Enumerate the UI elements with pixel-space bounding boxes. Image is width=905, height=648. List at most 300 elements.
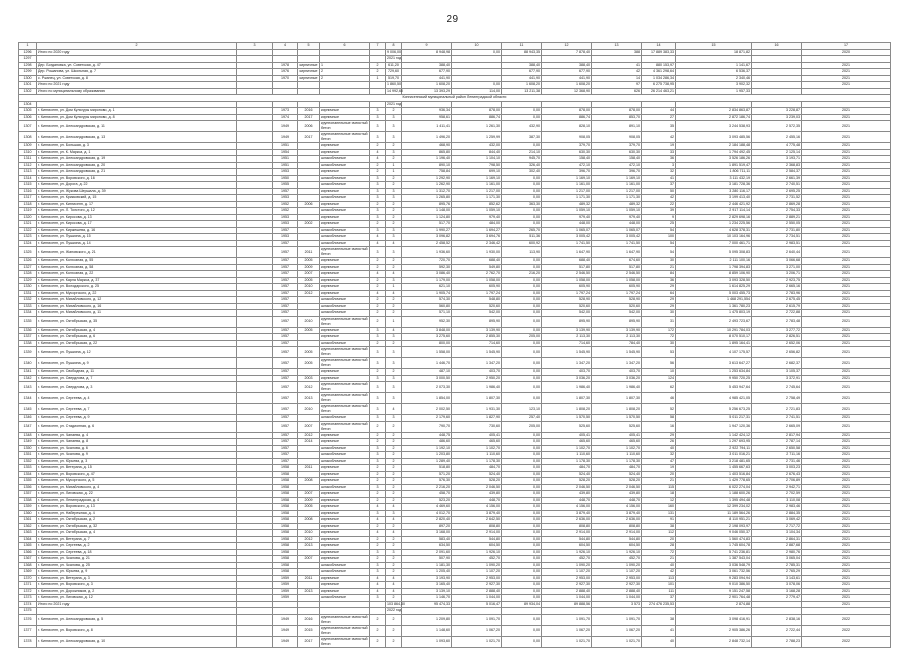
table-cell: г. Кингисепп, ул. Воровского, д. 47 bbox=[37, 471, 237, 478]
table-cell: 448,70 bbox=[592, 497, 642, 504]
table-cell: 5 095 308,83 bbox=[676, 247, 752, 258]
table-cell: 36 bbox=[642, 277, 676, 284]
table-cell: 13 211,38 bbox=[502, 88, 542, 95]
table-cell: 0,00 bbox=[502, 510, 542, 517]
table-cell: 2 636,00 bbox=[542, 517, 592, 524]
table-cell: 2021 bbox=[802, 347, 891, 358]
table-cell: 12 399 234,02 bbox=[676, 504, 752, 511]
table-cell: 2 bbox=[386, 421, 402, 432]
table-cell: 758,84 bbox=[402, 169, 452, 176]
table-cell: 5 011 217,31 bbox=[676, 415, 752, 422]
table-cell: 1957 bbox=[273, 316, 298, 327]
table-cell: 0,00 bbox=[502, 588, 542, 595]
table-cell: 3 bbox=[386, 132, 402, 143]
table-cell: 1 745 604,78 bbox=[676, 543, 752, 550]
table-cell: кирпичные bbox=[320, 277, 370, 284]
table-cell: 3 065,04 bbox=[752, 556, 802, 563]
table-cell: 2 bbox=[386, 208, 402, 215]
table-cell: кирпичные bbox=[320, 188, 370, 195]
table-cell: 1 058,00 bbox=[542, 277, 592, 284]
table-cell: 3 bbox=[370, 445, 386, 452]
table-cell: 2007 bbox=[298, 491, 320, 498]
table-cell: 1 496,20 bbox=[402, 132, 452, 143]
table-cell: 886,74 bbox=[542, 114, 592, 121]
table-cell: 1 179,00 bbox=[402, 277, 452, 284]
table-cell: 2 bbox=[320, 75, 370, 82]
table-cell: 3 168,00 bbox=[402, 530, 452, 537]
table-cell: 257,40 bbox=[502, 415, 542, 422]
table-cell: г. Кингисепп, ул. Володарского, д. 25 bbox=[37, 284, 237, 291]
table-cell: 604,50 bbox=[542, 543, 592, 550]
table-cell: 1 694,27 bbox=[452, 227, 502, 234]
table-cell: 3 bbox=[386, 393, 402, 404]
table-cell: 2 695,25 bbox=[752, 188, 802, 195]
table-cell: 2 983,46 bbox=[752, 504, 802, 511]
table-cell: 2017 bbox=[298, 114, 320, 121]
table-cell: 952,30 bbox=[402, 316, 452, 327]
table-cell: 2014 bbox=[298, 439, 320, 446]
table-cell: 101 bbox=[642, 582, 676, 589]
table-cell: 2005 bbox=[298, 277, 320, 284]
table-cell: 4 bbox=[386, 327, 402, 334]
table-cell: 54 bbox=[642, 240, 676, 247]
table-cell: 1 570,50 bbox=[542, 415, 592, 422]
table-cell: 2016 bbox=[298, 614, 320, 625]
table-cell: 2008 bbox=[298, 517, 320, 524]
table-cell: 1 455 667,63 bbox=[676, 465, 752, 472]
table-cell: 3 bbox=[386, 114, 402, 121]
table-cell: 2010 bbox=[298, 284, 320, 291]
table-cell: 1 860,50 bbox=[387, 82, 401, 86]
table-cell: 1 169,10 bbox=[452, 175, 502, 182]
table-cell: кирпичные bbox=[320, 149, 370, 156]
table-cell: 2 bbox=[370, 432, 386, 439]
column-number-cell: 2 bbox=[37, 43, 237, 50]
table-cell: 524,40 bbox=[452, 471, 502, 478]
table-cell: 10 bbox=[642, 369, 676, 376]
table-cell: крупнопанельные ячеистый бетон bbox=[320, 421, 370, 432]
table-cell: 2 125,14 bbox=[752, 149, 802, 156]
table-cell: 18 871,82 bbox=[676, 49, 752, 56]
table-cell: шлакоблочные bbox=[320, 240, 370, 247]
table-cell: шлакоблочные bbox=[320, 175, 370, 182]
table-cell: 1957 bbox=[273, 382, 298, 393]
table-cell: 4 bbox=[386, 517, 402, 524]
table-cell: 1 091,70 bbox=[592, 614, 642, 625]
table-cell: 2 bbox=[370, 369, 386, 376]
table-cell: 2021 bbox=[802, 240, 891, 247]
table-cell: кирпичные bbox=[320, 432, 370, 439]
table-cell: 2 198 093,97 bbox=[676, 523, 752, 530]
table-cell: г. Кингисепп, ул. Ленинградская, д. 4 bbox=[37, 497, 237, 504]
table-cell: 42 bbox=[642, 132, 676, 143]
table-cell: 124 bbox=[642, 375, 676, 382]
table-cell: 714,60 bbox=[452, 340, 502, 347]
table-cell: крупнопанельные ячеистый бетон bbox=[320, 404, 370, 415]
table-cell: 808,80 bbox=[542, 523, 592, 530]
table-cell: 1 178,30 bbox=[592, 458, 642, 465]
table-cell: кирпичные bbox=[320, 439, 370, 446]
table-cell: 2021 bbox=[802, 175, 891, 182]
table-cell: 0,00 bbox=[452, 49, 502, 56]
table-cell: 1 161,00 bbox=[592, 182, 642, 189]
table-cell: 1 986,40 bbox=[542, 382, 592, 393]
table-cell: 0,00 bbox=[502, 221, 542, 228]
table-cell: 2 914,00 bbox=[592, 530, 642, 537]
table-cell: г. Кингисепп, ул. Свободная, д. 11 bbox=[37, 369, 237, 376]
table-cell: 828,10 bbox=[542, 121, 592, 132]
table-cell: шлакоблочные bbox=[320, 156, 370, 163]
table-cell: 4 bbox=[370, 271, 386, 278]
table-cell: 441,90 bbox=[502, 75, 542, 82]
table-cell: 0,00 bbox=[502, 316, 542, 327]
table-cell: 2 bbox=[370, 62, 386, 69]
table-cell: Итого по муниципальному образованию bbox=[37, 88, 237, 95]
table-cell: 2 bbox=[370, 556, 386, 563]
table-cell: 0,00 bbox=[502, 452, 542, 459]
table-cell: 205,00 bbox=[502, 334, 542, 341]
table-cell: 1371 bbox=[19, 582, 37, 589]
table-cell: 21 bbox=[642, 556, 676, 563]
table-cell: г. Кингисепп, ул. К. Маркса, д. 1 bbox=[37, 149, 237, 156]
table-cell: 1 926,10 bbox=[592, 549, 642, 556]
table-cell: 3 193,90 bbox=[402, 575, 452, 582]
page-number: 29 bbox=[446, 14, 459, 25]
table-cell: 2 884,35 bbox=[752, 510, 802, 517]
table-cell: 0,00 bbox=[502, 258, 542, 265]
table-cell: 2 820,40 bbox=[402, 517, 452, 524]
table-cell: 40 bbox=[642, 562, 676, 569]
table-cell: шлакоблочные bbox=[320, 234, 370, 241]
table-cell: с. Ржанец, ул. Советская, д. 8 bbox=[37, 75, 237, 82]
table-cell: 2 bbox=[386, 536, 402, 543]
table-cell: кирпичные bbox=[320, 536, 370, 543]
table-cell: 2 bbox=[386, 523, 402, 530]
table-cell: 1 059,10 bbox=[542, 208, 592, 215]
table-cell: 432,00 bbox=[452, 143, 502, 150]
table-cell: 3 093 328,50 bbox=[676, 277, 752, 284]
table-cell: 3 199 413,40 bbox=[676, 195, 752, 202]
table-cell: 489,32 bbox=[592, 201, 642, 208]
table-cell: 2022 bbox=[802, 614, 891, 625]
table-cell: 1952 bbox=[273, 208, 298, 215]
table-cell: 2 788,23 bbox=[752, 636, 802, 647]
table-cell: 1951 bbox=[273, 143, 298, 150]
table-cell: 2021 bbox=[802, 491, 891, 498]
table-cell: 5 016,47 bbox=[452, 601, 502, 608]
table-cell: 677,90 bbox=[502, 69, 542, 76]
register-table bbox=[18, 42, 891, 648]
table-cell: 0,00 bbox=[502, 484, 542, 491]
table-cell: 600,92 bbox=[502, 240, 542, 247]
table-cell: 26 214 463,21 bbox=[642, 88, 676, 95]
table-cell: 448,70 bbox=[452, 497, 502, 504]
table-cell: 1350 bbox=[19, 445, 37, 452]
table-cell: 2021 bbox=[802, 62, 891, 69]
column-number-cell: 9 bbox=[402, 43, 452, 50]
table-cell: 2021 bbox=[802, 601, 891, 608]
table-cell: 32 bbox=[642, 452, 676, 459]
table-cell: 2 bbox=[386, 562, 402, 569]
table-cell: 3 bbox=[370, 208, 386, 215]
table-cell: 2003 bbox=[298, 375, 320, 382]
table-cell: 3 244 538,93 bbox=[676, 121, 752, 132]
table-cell: 2 550,05 bbox=[752, 221, 802, 228]
table-cell: 2010 bbox=[298, 530, 320, 537]
table-cell: 2 889,21 bbox=[752, 214, 802, 221]
table-cell: 9 950 720,25 bbox=[676, 375, 752, 382]
table-cell bbox=[237, 636, 273, 647]
table-cell: кирпичные bbox=[320, 271, 370, 278]
table-cell: 3 bbox=[386, 358, 402, 369]
table-cell: 2 745,64 bbox=[752, 382, 802, 393]
table-cell: 2 783,48 bbox=[752, 316, 802, 327]
table-cell: 2021 bbox=[802, 75, 891, 82]
table-cell: крупнопанельные ячеистый бетон bbox=[320, 393, 370, 404]
table-cell: 1 178,30 bbox=[542, 458, 592, 465]
table-cell: 1354 bbox=[19, 471, 37, 478]
table-cell: 1296 bbox=[19, 49, 37, 56]
table-cell: 1 217,00 bbox=[452, 188, 502, 195]
table-cell: 0,00 bbox=[502, 543, 542, 550]
table-cell: 730,60 bbox=[452, 421, 502, 432]
table-cell: г. Кингисепп, ул. Чапаева, д. 8 bbox=[37, 439, 237, 446]
table-cell: 0,00 bbox=[502, 549, 542, 556]
table-cell: 1327 bbox=[19, 264, 37, 271]
table-cell: 3 206,71 bbox=[752, 271, 802, 278]
table-cell: 2 bbox=[370, 523, 386, 530]
table-cell: 115 bbox=[642, 484, 676, 491]
table-cell: 113,90 bbox=[502, 247, 542, 258]
table-row bbox=[19, 393, 891, 404]
table-cell: 2021 bbox=[802, 504, 891, 511]
table-cell: 1957 bbox=[273, 432, 298, 439]
table-cell: 3 096,82 bbox=[402, 234, 452, 241]
table-cell: 2 346,42 bbox=[452, 240, 502, 247]
table-cell: 1 468 291,554 bbox=[676, 297, 752, 304]
table-cell: 1957 bbox=[273, 404, 298, 415]
table-cell: 2 bbox=[370, 258, 386, 265]
table-cell: 1 647,90 bbox=[592, 247, 642, 258]
table-cell: 517,80 bbox=[592, 264, 642, 271]
table-cell: 3 bbox=[370, 510, 386, 517]
table-cell: 2021 bbox=[802, 569, 891, 576]
table-cell: 2008 bbox=[298, 478, 320, 485]
table-cell: 379,70 bbox=[542, 143, 592, 150]
table-cell: 525,60 bbox=[592, 421, 642, 432]
table-cell: 2 bbox=[386, 465, 402, 472]
table-cell bbox=[237, 121, 273, 132]
table-cell: 42 bbox=[642, 569, 676, 576]
table-cell: 1 169,10 bbox=[542, 175, 592, 182]
table-cell: 465,60 bbox=[592, 439, 642, 446]
table-cell: 2 731,52 bbox=[752, 195, 802, 202]
table-cell: 2 888,40 bbox=[592, 588, 642, 595]
table-cell: 1302 bbox=[19, 88, 37, 95]
table-cell: 2021 bbox=[802, 303, 891, 310]
table-cell: кирпичные bbox=[320, 517, 370, 524]
table-cell: 2 bbox=[386, 484, 402, 491]
table-cell: 979,40 bbox=[452, 214, 502, 221]
table-cell: 2 869,28 bbox=[752, 201, 802, 208]
table-cell: 8 948,98 bbox=[402, 49, 452, 56]
table-cell: 542,00 bbox=[542, 310, 592, 317]
table-cell: 3 181 728,36 bbox=[676, 182, 752, 189]
table-cell: 630,30 bbox=[542, 149, 592, 156]
table-cell: 1374 bbox=[19, 601, 37, 608]
table-cell: 2 950,20 bbox=[452, 375, 502, 382]
table-cell: шлакоблочные bbox=[320, 569, 370, 576]
table-cell: г. Кингисепп, ул. Александровская, д. 5 bbox=[37, 614, 237, 625]
table-cell: 2013 bbox=[298, 588, 320, 595]
table-cell: 2 bbox=[370, 439, 386, 446]
table-cell: шлакоблочные bbox=[320, 415, 370, 422]
table-cell: 3 bbox=[370, 484, 386, 491]
table-cell: г. Кингисепп, ул. Юрьева, д. 3 bbox=[37, 458, 237, 465]
table-cell: 908,05 bbox=[542, 132, 592, 143]
table-cell: 3 bbox=[386, 375, 402, 382]
table-cell: 1346 bbox=[19, 415, 37, 422]
table-cell: 3 139,90 bbox=[452, 327, 502, 334]
table-cell: 0,00 bbox=[502, 214, 542, 221]
table-cell: 2 073,30 bbox=[402, 382, 452, 393]
table-cell: 2 731,80 bbox=[752, 227, 802, 234]
table-cell: 2006 bbox=[298, 121, 320, 132]
table-cell: 519,70 bbox=[386, 75, 402, 82]
table-cell: г. Кингисепп, ул. Карла Маркса, д. 37 bbox=[37, 277, 237, 284]
table-cell: 1958 bbox=[273, 523, 298, 530]
table-cell: 1957 bbox=[273, 297, 298, 304]
table-cell: Дер. Богдановка, ул. Советская, д. 47 bbox=[37, 62, 237, 69]
table-cell: 2 bbox=[386, 221, 402, 228]
table-cell: 2011 bbox=[298, 247, 320, 258]
table-cell: г. Кингисепп, ул. Дорожников, д. 2 bbox=[37, 588, 237, 595]
table-cell: 3 526 186,26 bbox=[676, 156, 752, 163]
table-cell: 396,70 bbox=[592, 169, 642, 176]
table-cell: кирпичные bbox=[320, 523, 370, 530]
table-cell: 448,00 bbox=[592, 221, 642, 228]
table-cell: 1 bbox=[386, 284, 402, 291]
table-cell: 3 bbox=[370, 562, 386, 569]
table-cell: г. Кингисепп, ул. Ветерана, д. 15 bbox=[37, 465, 237, 472]
table-cell: 1953 bbox=[273, 214, 298, 221]
table-cell: 1952 bbox=[273, 201, 298, 208]
table-cell: 1957 bbox=[273, 452, 298, 459]
table-cell: 2 179,60 bbox=[402, 415, 452, 422]
table-cell: 56 bbox=[642, 358, 676, 369]
table-cell: 1338 bbox=[19, 340, 37, 347]
table-cell: 2 848 732,14 bbox=[676, 636, 752, 647]
table-cell: 465,60 bbox=[542, 439, 592, 446]
table-cell: 9 bbox=[642, 214, 676, 221]
table-cell: Итого по 2021 году bbox=[37, 82, 237, 89]
table-cell: 1957 bbox=[273, 369, 298, 376]
table-cell: кирпичные bbox=[320, 478, 370, 485]
table-cell: г. Кингисепп, ул. Крикковский, д. 15 bbox=[37, 195, 237, 202]
table-cell: 0,00 bbox=[502, 497, 542, 504]
table-cell: 1366 bbox=[19, 549, 37, 556]
table-cell: 3 bbox=[370, 214, 386, 221]
table-cell: Дер. Рошанова, ул. Школьная, д. 7 bbox=[37, 69, 237, 76]
table-cell bbox=[237, 132, 273, 143]
table-cell: 1 570,50 bbox=[592, 415, 642, 422]
table-cell: 2 bbox=[386, 369, 402, 376]
table-cell: 2021 bbox=[802, 82, 891, 89]
table-cell: 699,10 bbox=[452, 169, 502, 176]
table-cell: 1 093,60 bbox=[402, 636, 452, 647]
table-cell: 1 347,20 bbox=[452, 358, 502, 369]
table-cell: 2 682,37 bbox=[752, 358, 802, 369]
table-cell: г. Кингисепп, ул. Колхозная, д. 22 bbox=[37, 271, 237, 278]
table-cell: 1334 bbox=[19, 310, 37, 317]
table-cell: 1 259,99 bbox=[452, 132, 502, 143]
table-cell: 1 798 394,83 bbox=[676, 264, 752, 271]
table-cell: 2009 bbox=[298, 497, 320, 504]
table-cell: 0,00 bbox=[502, 465, 542, 472]
table-cell: шлакоблочные bbox=[320, 297, 370, 304]
table-cell: 40 bbox=[642, 636, 676, 647]
table-cell: 1 808,20 bbox=[592, 404, 642, 415]
table-cell: 2 bbox=[370, 478, 386, 485]
table-cell: 1 931,30 bbox=[452, 404, 502, 415]
table-cell: 1 044,00 bbox=[542, 595, 592, 602]
table-cell: 2 bbox=[370, 465, 386, 472]
table-cell: 1312 bbox=[19, 162, 37, 169]
table-cell: 3 218 481,65 bbox=[676, 458, 752, 465]
table-cell: 18 bbox=[642, 491, 676, 498]
table-cell: г. Кингисепп, ул. Пушкина, д. 12 bbox=[37, 347, 237, 358]
table-cell: 2 458,52 bbox=[402, 240, 452, 247]
table-cell: 2 bbox=[386, 595, 402, 602]
table-cell: 2 bbox=[370, 303, 386, 310]
table-cell: г. Кингисепп, ул. Октябрьская, д. 32 bbox=[37, 523, 237, 530]
table-cell: 2021 bbox=[802, 258, 891, 265]
table-cell: 20 bbox=[642, 536, 676, 543]
table-cell: 4 bbox=[370, 240, 386, 247]
table-cell: 2 665,09 bbox=[752, 421, 802, 432]
table-cell: 1957 bbox=[273, 277, 298, 284]
table-cell: 4 bbox=[386, 504, 402, 511]
table-cell: г. Кингисепп, ул. Октябрьская, д. 22 bbox=[37, 340, 237, 347]
table-cell: 1 545,90 bbox=[452, 347, 502, 358]
table-cell: 41 bbox=[642, 625, 676, 636]
table-cell: 2021 bbox=[802, 195, 891, 202]
table-cell: 1309 bbox=[19, 143, 37, 150]
table-cell: 2021 bbox=[802, 358, 891, 369]
table-cell: 1 188 600,26 bbox=[676, 491, 752, 498]
table-cell: 1 403 516,84 bbox=[676, 471, 752, 478]
table-cell bbox=[237, 404, 273, 415]
table-cell: 1 021,70 bbox=[592, 636, 642, 647]
table-cell: 895,90 bbox=[542, 316, 592, 327]
table-cell: 2 bbox=[386, 478, 402, 485]
table-cell: 852,62 bbox=[452, 201, 502, 208]
table-cell: 3 bbox=[386, 347, 402, 358]
table-cell: 54 bbox=[642, 247, 676, 258]
table-cell: 1375 bbox=[19, 608, 37, 615]
table-cell: 3 bbox=[386, 382, 402, 393]
table-cell: 0,00 bbox=[502, 432, 542, 439]
table-cell: 265,70 bbox=[502, 227, 542, 234]
table-cell: 40 bbox=[642, 445, 676, 452]
table-cell: 4 bbox=[370, 588, 386, 595]
table-cell: 3 011 016,21 bbox=[676, 452, 752, 459]
column-number-cell: 15 bbox=[676, 43, 752, 50]
table-cell: 1313 bbox=[19, 169, 37, 176]
table-cell: 1332 bbox=[19, 297, 37, 304]
table-cell: 2 111 100,16 bbox=[676, 258, 752, 265]
table-cell: 2 702,59 bbox=[752, 491, 802, 498]
